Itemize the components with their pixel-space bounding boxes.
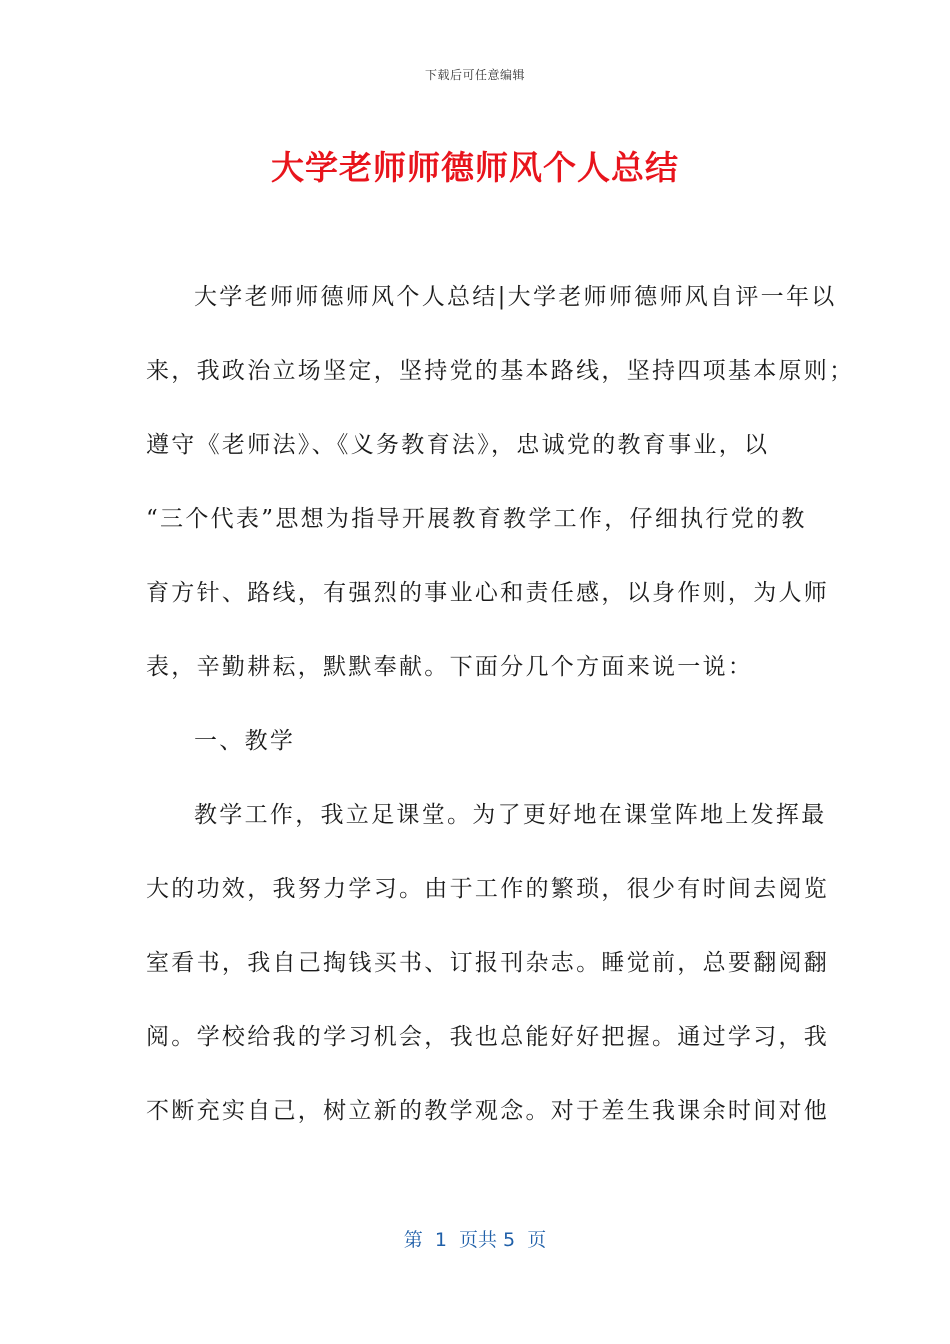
- section-heading: 一、教学: [194, 728, 296, 754]
- document-body: [146, 272, 855, 1160]
- paragraph-line: 不断充实自己，树立新的教学观念。对于差生我课余时间对他: [146, 1098, 830, 1124]
- document-title: 大学老师师德师风个人总结: [271, 148, 679, 187]
- paragraph-line: 教学工作，我立足课堂。为了更好地在课堂阵地上发挥最: [194, 802, 827, 828]
- paragraph-line: 表，辛勤耕耘，默默奉献。下面分几个方面来说一说：: [146, 654, 754, 680]
- paragraph-line: 大的功效，我努力学习。由于工作的繁琐，很少有时间去阅览: [146, 876, 830, 902]
- paragraph-line: 遵守《老师法》、《义务教育法》，忠诚党的教育事业，以: [146, 432, 770, 458]
- paragraph-line: 来，我政治立场坚定，坚持党的基本路线，坚持四项基本原则；: [146, 358, 855, 384]
- paragraph-line: “三个代表”思想为指导开展教育教学工作，仔细执行党的教: [146, 506, 807, 532]
- paragraph-line: 室看书，我自己掏钱买书、订报刊杂志。睡觉前，总要翻阅翻: [146, 950, 830, 976]
- page-header-note: 下载后可任意编辑: [424, 68, 525, 82]
- paragraph-line: 育方针、路线，有强烈的事业心和责任感，以身作则，为人师: [146, 580, 830, 606]
- page-number-footer: 第 1 页共 5 页: [403, 1229, 547, 1251]
- paragraph-line: 阅。学校给我的学习机会，我也总能好好把握。通过学习，我: [146, 1024, 830, 1050]
- paragraph-line: 大学老师师德师风个人总结|大学老师师德师风自评一年以: [194, 284, 837, 310]
